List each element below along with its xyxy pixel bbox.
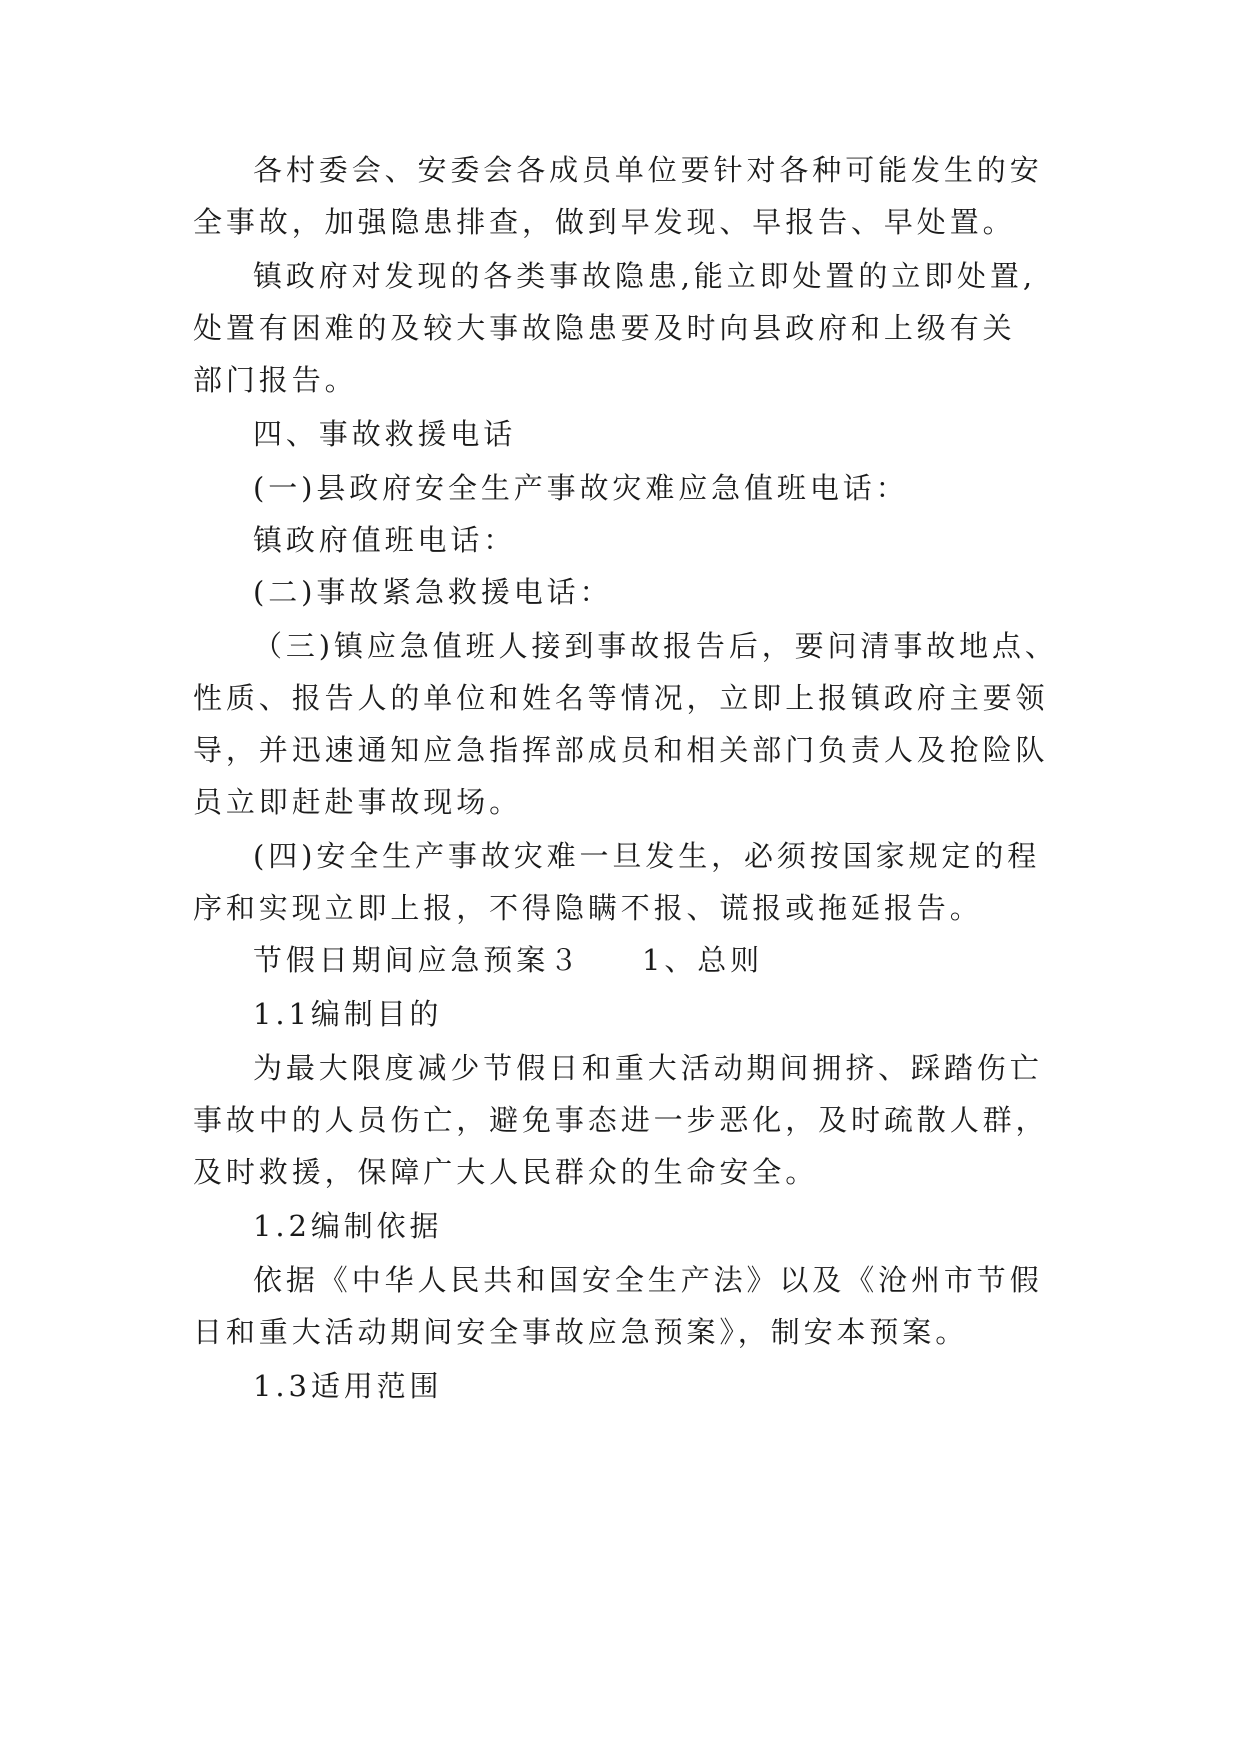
list-item: (四)安全生产事故灾难一旦发生，必须按国家规定的程 [253,839,1041,873]
paragraph-line: 及时救援，保障广大人民群众的生命安全。 [193,1155,819,1189]
paragraph-line: 事故中的人员伤亡，避免事态进一步恶化，及时疏散人群， [193,1103,1049,1137]
section-heading [253,940,1153,980]
list-item: （三)镇应急值班人接到事故报告后，要问清事故地点、 [253,629,1058,663]
subsection-heading: 1.2编制依据 [253,1209,443,1243]
list-item: (一)县政府安全生产事故灾难应急值班电话： [253,471,909,505]
paragraph-line: 性质、报告人的单位和姓名等情况，立即上报镇政府主要领 [193,681,1049,715]
paragraph-line: 各村委会、安委会各成员单位要针对各种可能发生的安 [253,153,1043,187]
chapter-heading: 1、总则 [642,943,764,977]
paragraph-line: 为最大限度减少节假日和重大活动期间拥挤、踩踏伤亡 [253,1051,1043,1085]
paragraph-line: 镇政府对发现的各类事故隐患,能立即处置的立即处置, [253,259,1036,293]
paragraph-line: 日和重大活动期间安全事故应急预案》，制安本预案。 [193,1315,969,1349]
list-item: 镇政府值班电话： [253,523,517,557]
paragraph-line: 导，并迅速通知应急指挥部成员和相关部门负责人及抢险队 [193,733,1049,767]
section-heading: 四、事故救援电话 [253,417,517,451]
paragraph-line: 全事故，加强隐患排查，做到早发现、早报告、早处置。 [193,205,1016,239]
paragraph-line: 员立即赶赴事故现场。 [193,785,523,819]
paragraph-line: 部门报告。 [193,363,358,397]
list-item: (二)事故紧急救援电话： [253,575,613,609]
paragraph-line: 序和实现立即上报，不得隐瞒不报、谎报或拖延报告。 [193,891,983,925]
subsection-heading: 1.3适用范围 [253,1369,443,1403]
paragraph-line: 依据《中华人民共和国安全生产法》以及《沧州市节假 [253,1263,1043,1297]
paragraph-line: 处置有困难的及较大事故隐患要及时向县政府和上级有关 [193,311,1016,345]
plan-title: 节假日期间应急预案３ [253,943,583,977]
subsection-heading: 1.1编制目的 [253,997,443,1031]
